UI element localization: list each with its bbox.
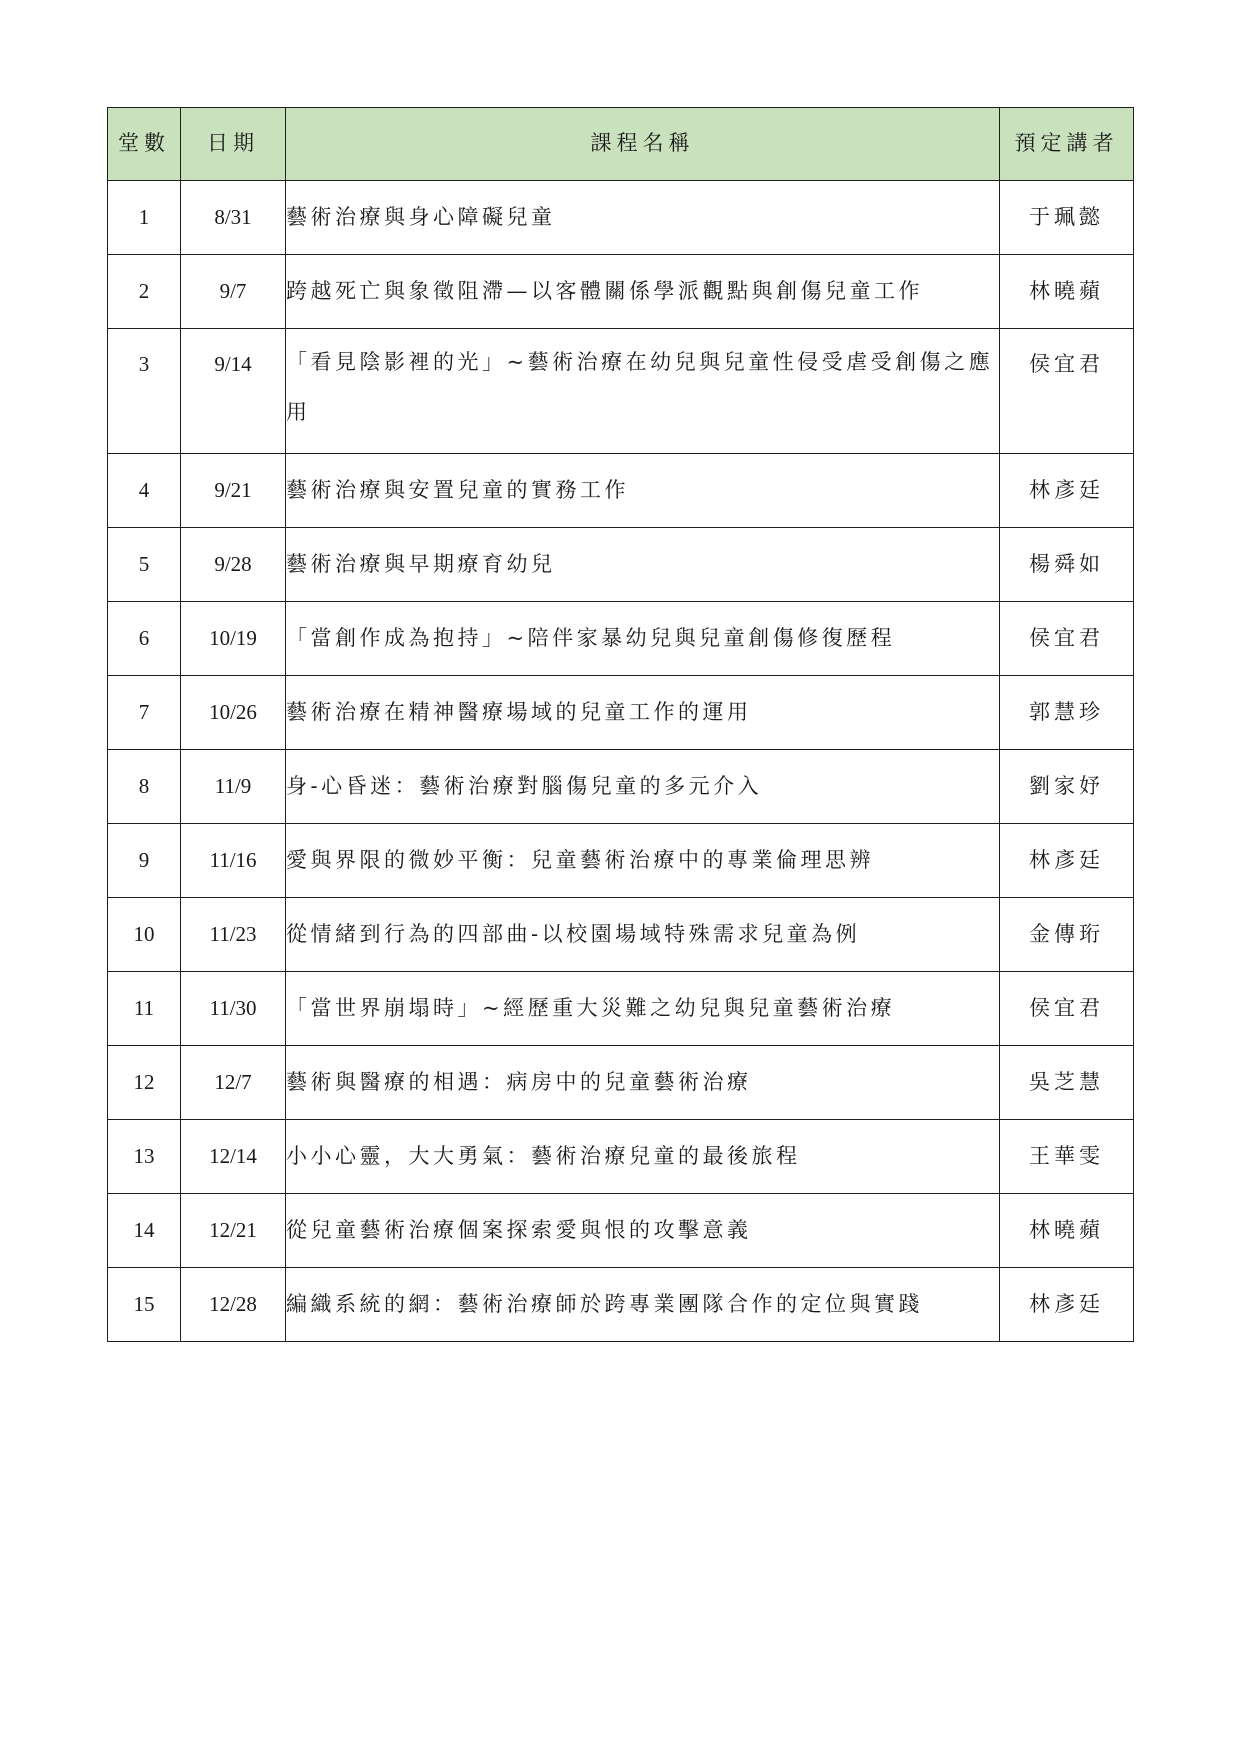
session-number: 2 xyxy=(108,255,181,329)
session-date: 12/14 xyxy=(181,1120,286,1194)
session-number: 5 xyxy=(108,528,181,602)
course-title: 藝術治療在精神醫療場域的兒童工作的運用 xyxy=(286,676,1000,750)
course-title: 編織系統的網：藝術治療師於跨專業團隊合作的定位與實踐 xyxy=(286,1268,1000,1342)
session-date: 11/16 xyxy=(181,824,286,898)
session-number: 8 xyxy=(108,750,181,824)
table-row xyxy=(108,255,1134,329)
course-title: 「當世界崩塌時」~經歷重大災難之幼兒與兒童藝術治療 xyxy=(286,972,1000,1046)
session-date: 12/7 xyxy=(181,1046,286,1120)
table-row xyxy=(108,676,1134,750)
course-schedule-table xyxy=(107,107,1134,1342)
session-date: 12/21 xyxy=(181,1194,286,1268)
course-title: 「當創作成為抱持」~陪伴家暴幼兒與兒童創傷修復歷程 xyxy=(286,602,1000,676)
speaker-name: 侯宜君 xyxy=(1000,602,1134,676)
session-number: 4 xyxy=(108,454,181,528)
header-session: 堂數 xyxy=(108,108,181,181)
session-number: 11 xyxy=(108,972,181,1046)
header-speaker: 預定講者 xyxy=(1000,108,1134,181)
table-row xyxy=(108,1268,1134,1342)
session-number: 1 xyxy=(108,181,181,255)
table-row xyxy=(108,181,1134,255)
speaker-name: 林彥廷 xyxy=(1000,824,1134,898)
table-row xyxy=(108,528,1134,602)
course-title: 愛與界限的微妙平衡：兒童藝術治療中的專業倫理思辨 xyxy=(286,824,1000,898)
table-header xyxy=(108,108,1134,181)
course-title: 藝術與醫療的相遇：病房中的兒童藝術治療 xyxy=(286,1046,1000,1120)
table-row xyxy=(108,329,1134,454)
session-date: 11/23 xyxy=(181,898,286,972)
table-row xyxy=(108,1194,1134,1268)
session-number: 3 xyxy=(108,329,181,454)
speaker-name: 楊舜如 xyxy=(1000,528,1134,602)
speaker-name: 林曉蘋 xyxy=(1000,1194,1134,1268)
session-date: 11/30 xyxy=(181,972,286,1046)
header-date: 日期 xyxy=(181,108,286,181)
course-title: 藝術治療與安置兒童的實務工作 xyxy=(286,454,1000,528)
course-title: 「看見陰影裡的光」~藝術治療在幼兒與兒童性侵受虐受創傷之應用 xyxy=(286,329,1000,454)
session-number: 15 xyxy=(108,1268,181,1342)
table-row xyxy=(108,602,1134,676)
table-row xyxy=(108,1120,1134,1194)
session-number: 7 xyxy=(108,676,181,750)
speaker-name: 王華雯 xyxy=(1000,1120,1134,1194)
session-date: 9/21 xyxy=(181,454,286,528)
table-row xyxy=(108,750,1134,824)
course-title: 從兒童藝術治療個案探索愛與恨的攻擊意義 xyxy=(286,1194,1000,1268)
table-row xyxy=(108,898,1134,972)
table-body xyxy=(108,181,1134,1342)
table-row xyxy=(108,1046,1134,1120)
speaker-name: 吳芝慧 xyxy=(1000,1046,1134,1120)
speaker-name: 侯宜君 xyxy=(1000,972,1134,1046)
session-number: 10 xyxy=(108,898,181,972)
session-date: 9/28 xyxy=(181,528,286,602)
speaker-name: 林彥廷 xyxy=(1000,454,1134,528)
header-course: 課程名稱 xyxy=(286,108,1000,181)
session-number: 14 xyxy=(108,1194,181,1268)
session-number: 13 xyxy=(108,1120,181,1194)
session-date: 9/7 xyxy=(181,255,286,329)
course-title: 小小心靈，大大勇氣：藝術治療兒童的最後旅程 xyxy=(286,1120,1000,1194)
session-date: 10/26 xyxy=(181,676,286,750)
speaker-name: 郭慧珍 xyxy=(1000,676,1134,750)
session-number: 6 xyxy=(108,602,181,676)
session-date: 9/14 xyxy=(181,329,286,454)
course-title: 藝術治療與身心障礙兒童 xyxy=(286,181,1000,255)
speaker-name: 劉家妤 xyxy=(1000,750,1134,824)
speaker-name: 金傳珩 xyxy=(1000,898,1134,972)
session-date: 11/9 xyxy=(181,750,286,824)
course-title: 藝術治療與早期療育幼兒 xyxy=(286,528,1000,602)
table-row xyxy=(108,824,1134,898)
speaker-name: 林彥廷 xyxy=(1000,1268,1134,1342)
speaker-name: 林曉蘋 xyxy=(1000,255,1134,329)
course-title: 跨越死亡與象徵阻滯—以客體關係學派觀點與創傷兒童工作 xyxy=(286,255,1000,329)
session-number: 12 xyxy=(108,1046,181,1120)
table-row xyxy=(108,972,1134,1046)
session-date: 8/31 xyxy=(181,181,286,255)
header-row xyxy=(108,108,1134,181)
course-title: 身-心昏迷：藝術治療對腦傷兒童的多元介入 xyxy=(286,750,1000,824)
speaker-name: 于珮懿 xyxy=(1000,181,1134,255)
course-title: 從情緒到行為的四部曲-以校園場域特殊需求兒童為例 xyxy=(286,898,1000,972)
speaker-name: 侯宜君 xyxy=(1000,329,1134,454)
session-date: 10/19 xyxy=(181,602,286,676)
session-date: 12/28 xyxy=(181,1268,286,1342)
table-row xyxy=(108,454,1134,528)
session-number: 9 xyxy=(108,824,181,898)
